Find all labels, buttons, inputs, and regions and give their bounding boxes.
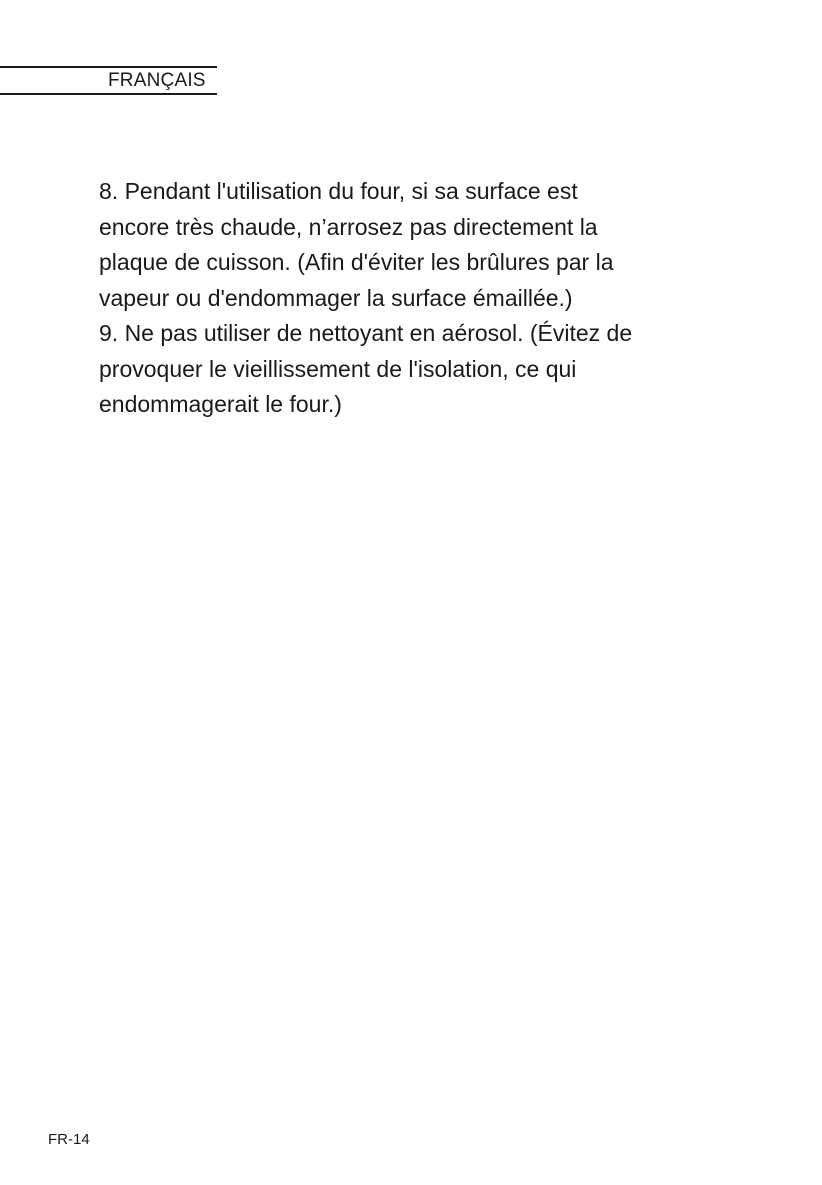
- language-label: FRANÇAIS: [108, 70, 206, 91]
- header-rule-bottom: [0, 93, 217, 95]
- instruction-item-8: 8. Pendant l'utilisation du four, si sa surface est encore très chaude, n’arrosez pas directement la plaque de cuisson. (Afin d'éviter les brûlures par la vapeur ou d'endommager la surface émaillée.): [99, 178, 614, 311]
- page-number: FR-14: [48, 1131, 90, 1148]
- instruction-item-9: 9. Ne pas utiliser de nettoyant en aérosol. (Évitez de provoquer le vieillissement de l'isolation, ce qui endommagerait le four.): [99, 320, 633, 417]
- language-header: [0, 66, 217, 94]
- header-rule-top: [0, 66, 217, 68]
- instructions-body: [99, 174, 779, 423]
